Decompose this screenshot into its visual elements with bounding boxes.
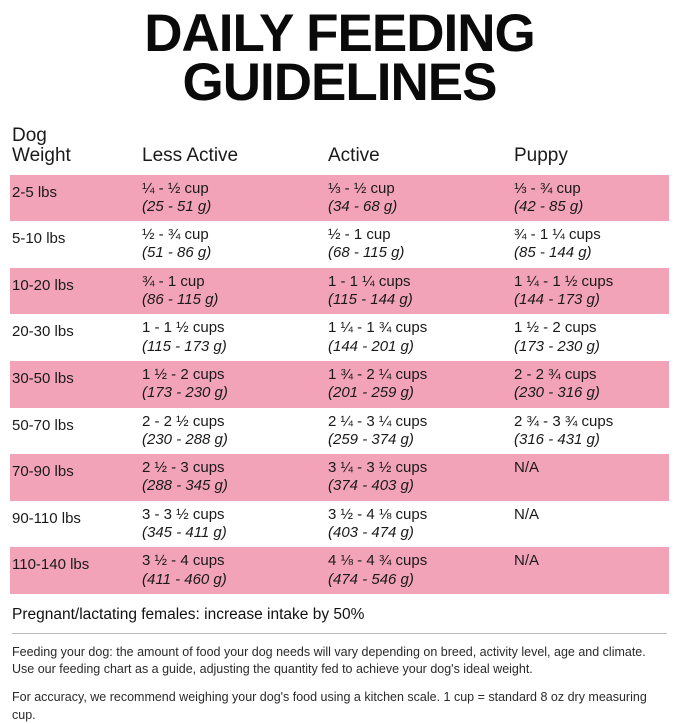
cell-grams: (115 - 144 g) bbox=[328, 291, 413, 309]
cell-active bbox=[322, 268, 508, 315]
page-title bbox=[10, 0, 669, 112]
cell-amount: N/A bbox=[514, 505, 540, 523]
cell-puppy bbox=[508, 408, 669, 455]
cell-amount: ½ - ¾ cup bbox=[142, 226, 209, 244]
cell-weight: 90-110 lbs bbox=[12, 509, 81, 527]
cell-less-active bbox=[136, 221, 322, 268]
cell-amount: 1 - 1 ½ cups bbox=[142, 319, 225, 337]
page-title-line-1: DAILY FEEDING bbox=[144, 4, 535, 63]
cell-weight: 5-10 lbs bbox=[12, 230, 66, 248]
cell-grams: (85 - 144 g) bbox=[514, 244, 592, 262]
cell-weight: 2-5 lbs bbox=[10, 175, 136, 222]
cell-less-active bbox=[136, 408, 322, 455]
fine-print-feeding: Feeding your dog: the amount of food your dog needs will vary depending on breed, activity level, age and climate. Use our feeding chart as a guide, adjusting the quantity fed to achieve your dog's ideal weight. bbox=[12, 644, 646, 677]
cell-amount: 2 - 2 ½ cups bbox=[142, 412, 225, 430]
cell-amount: 1 ½ - 2 cups bbox=[514, 319, 597, 337]
cell-puppy bbox=[508, 175, 669, 222]
cell-amount: 1 ¾ - 2 ¼ cups bbox=[328, 365, 428, 383]
table-row bbox=[10, 268, 669, 315]
cell-less-active bbox=[136, 454, 322, 501]
cell-grams: (316 - 431 g) bbox=[514, 430, 600, 448]
cell-grams: (86 - 115 g) bbox=[142, 291, 219, 309]
cell-amount: N/A bbox=[514, 552, 540, 570]
cell-grams: (374 - 403 g) bbox=[328, 477, 414, 495]
cell-grams: (68 - 115 g) bbox=[328, 244, 405, 262]
cell-grams: (201 - 259 g) bbox=[328, 384, 414, 402]
cell-grams: (144 - 173 g) bbox=[514, 291, 600, 309]
cell-amount: 4 ⅛ - 4 ¾ cups bbox=[328, 552, 428, 570]
table-body bbox=[10, 175, 669, 594]
cell-active bbox=[322, 501, 508, 548]
cell-grams: (345 - 411 g) bbox=[142, 523, 227, 541]
cell-amount: 3 - 3 ½ cups bbox=[142, 505, 225, 523]
column-header-dog-weight-line-1: Dog bbox=[12, 124, 47, 146]
cell-weight: 70-90 lbs bbox=[10, 454, 136, 501]
table-header bbox=[10, 126, 669, 175]
fine-print-accuracy: For accuracy, we recommend weighing your dog's food using a kitchen scale. 1 cup = standard 8 oz dry measuring cup. bbox=[12, 690, 647, 722]
cell-active bbox=[322, 408, 508, 455]
cell-amount: 2 - 2 ¾ cups bbox=[514, 365, 597, 383]
table-row bbox=[10, 221, 669, 268]
cell-amount: 1 ¼ - 1 ¾ cups bbox=[328, 319, 428, 337]
feeding-table bbox=[10, 126, 669, 594]
cell-grams: (230 - 316 g) bbox=[514, 384, 600, 402]
cell-less-active bbox=[136, 175, 322, 222]
cell-amount: ⅓ - ½ cup bbox=[328, 179, 395, 197]
table-header-row bbox=[10, 126, 669, 175]
cell-weight: 110-140 lbs bbox=[10, 547, 136, 594]
cell-amount: 2 ¼ - 3 ¼ cups bbox=[328, 412, 428, 430]
cell-active bbox=[322, 221, 508, 268]
cell-amount: 1 - 1 ¼ cups bbox=[328, 272, 411, 290]
cell-puppy bbox=[508, 268, 669, 315]
cell-puppy bbox=[508, 501, 669, 548]
table-row bbox=[10, 314, 669, 361]
cell-less-active bbox=[136, 547, 322, 594]
table-row bbox=[10, 454, 669, 501]
cell-amount: 2 ¾ - 3 ¾ cups bbox=[514, 412, 614, 430]
cell-amount: 1 ½ - 2 cups bbox=[142, 365, 225, 383]
cell-grams: (259 - 374 g) bbox=[328, 430, 414, 448]
column-header-puppy: Puppy bbox=[514, 145, 568, 167]
cell-amount: ¾ - 1 cup bbox=[142, 272, 205, 290]
cell-grams: (42 - 85 g) bbox=[514, 197, 584, 215]
footer-divider bbox=[12, 633, 667, 634]
column-header-dog-weight-line-2: Weight bbox=[12, 145, 71, 167]
cell-puppy bbox=[508, 547, 669, 594]
column-header-active: Active bbox=[328, 145, 380, 167]
cell-grams: (173 - 230 g) bbox=[142, 384, 228, 402]
cell-grams: (51 - 86 g) bbox=[142, 244, 212, 262]
cell-active bbox=[322, 361, 508, 408]
cell-active bbox=[322, 547, 508, 594]
cell-weight: 20-30 lbs bbox=[12, 323, 74, 341]
cell-grams: (474 - 546 g) bbox=[328, 570, 414, 588]
table-row bbox=[10, 408, 669, 455]
cell-grams: (173 - 230 g) bbox=[514, 337, 600, 355]
page-title-line-2: GUIDELINES bbox=[182, 52, 497, 112]
cell-less-active bbox=[136, 268, 322, 315]
cell-amount: ¼ - ½ cup bbox=[142, 179, 209, 197]
cell-grams: (25 - 51 g) bbox=[142, 197, 212, 215]
table-row bbox=[10, 361, 669, 408]
cell-grams: (34 - 68 g) bbox=[328, 197, 398, 215]
cell-amount: 2 ½ - 3 cups bbox=[142, 459, 225, 477]
table-row bbox=[10, 547, 669, 594]
cell-weight: 30-50 lbs bbox=[10, 361, 136, 408]
cell-less-active bbox=[136, 314, 322, 361]
column-header-dog-weight bbox=[10, 126, 136, 175]
cell-amount: N/A bbox=[514, 459, 540, 477]
table-row bbox=[10, 501, 669, 548]
table-row bbox=[10, 175, 669, 222]
cell-amount: ½ - 1 cup bbox=[328, 226, 391, 244]
cell-amount: 1 ¼ - 1 ½ cups bbox=[514, 272, 614, 290]
cell-grams: (144 - 201 g) bbox=[328, 337, 414, 355]
cell-weight: 10-20 lbs bbox=[10, 268, 136, 315]
cell-amount: ⅓ - ¾ cup bbox=[514, 179, 581, 197]
cell-less-active bbox=[136, 501, 322, 548]
cell-grams: (288 - 345 g) bbox=[142, 477, 228, 495]
cell-grams: (411 - 460 g) bbox=[142, 570, 227, 588]
cell-amount: 3 ½ - 4 cups bbox=[142, 552, 225, 570]
cell-amount: 3 ½ - 4 ⅛ cups bbox=[328, 505, 428, 523]
cell-puppy bbox=[508, 314, 669, 361]
cell-puppy bbox=[508, 454, 669, 501]
cell-active bbox=[322, 175, 508, 222]
cell-grams: (403 - 474 g) bbox=[328, 523, 414, 541]
cell-grams: (230 - 288 g) bbox=[142, 430, 228, 448]
column-header-less-active: Less Active bbox=[142, 145, 239, 167]
cell-puppy bbox=[508, 221, 669, 268]
cell-weight: 50-70 lbs bbox=[12, 416, 74, 434]
cell-amount: 3 ¼ - 3 ½ cups bbox=[328, 459, 428, 477]
pregnant-lactating-note: Pregnant/lactating females: increase intake by 50% bbox=[12, 605, 365, 623]
cell-grams: (115 - 173 g) bbox=[142, 337, 227, 355]
cell-amount: ¾ - 1 ¼ cups bbox=[514, 226, 601, 244]
cell-puppy bbox=[508, 361, 669, 408]
cell-active bbox=[322, 454, 508, 501]
cell-less-active bbox=[136, 361, 322, 408]
cell-active bbox=[322, 314, 508, 361]
